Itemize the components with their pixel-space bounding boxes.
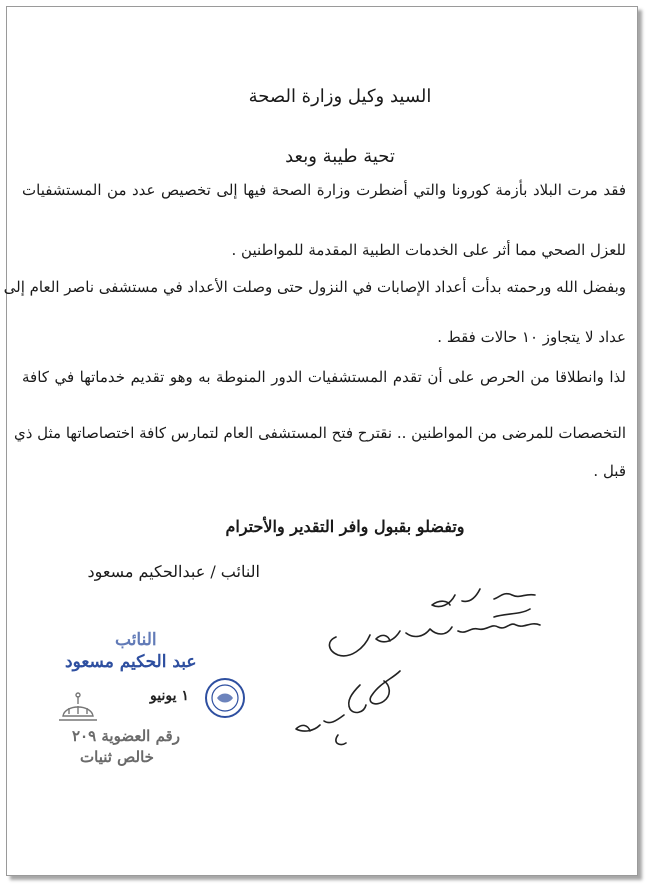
stamp-name: عبد الحكيم مسعود — [65, 652, 197, 672]
paragraph-3-line-3: قبل . — [593, 462, 626, 480]
stamp-title: النائب — [115, 630, 157, 650]
seal-emblem-icon — [203, 676, 247, 720]
paragraph-2-line-1: وبفضل الله ورحمته بدأت أعداد الإصابات في النزول حتى وصلت الأعداد في مستشفى ناصر العام إلى — [3, 278, 626, 296]
signer-name: النائب / عبدالحكيم مسعود — [87, 562, 260, 581]
stamp-district: خالص ثنيات — [80, 748, 154, 766]
stamp-membership: رقم العضوية ٢٠٩ — [72, 727, 180, 745]
paragraph-3-line-1: لذا وانطلاقا من الحرص على أن تقدم المستشفيات الدور المنوطة به وهو تقديم خدماتها في كافة — [22, 368, 626, 386]
paragraph-3-line-2: التخصصات للمرضى من المواطنين .. نقترح فتح المستشفى العام لتمارس كافة اختصاصاتها مثل ذي — [13, 424, 626, 442]
paragraph-2-line-2: عداد لا يتجاوز ١٠ حالات فقط . — [437, 328, 626, 346]
crown-emblem-icon — [55, 690, 101, 724]
recipient-heading: السيد وكيل وزارة الصحة — [248, 86, 432, 107]
paragraph-1-line-2: للعزل الصحي مما أثر على الخدمات الطبية المقدمة للمواطنين . — [231, 241, 626, 259]
stamp-date: ١ يونيو — [150, 688, 189, 704]
paragraph-1-line-1: فقد مرت البلاد بأزمة كورونا والتي أضطرت وزارة الصحة فيها إلى تخصيص عدد من المستشفيات — [22, 181, 626, 199]
closing-salutation: وتفضلو بقبول وافر التقدير والأحترام — [225, 517, 465, 536]
handwritten-signature — [280, 575, 560, 765]
greeting: تحية طيبة وبعد — [285, 146, 395, 167]
